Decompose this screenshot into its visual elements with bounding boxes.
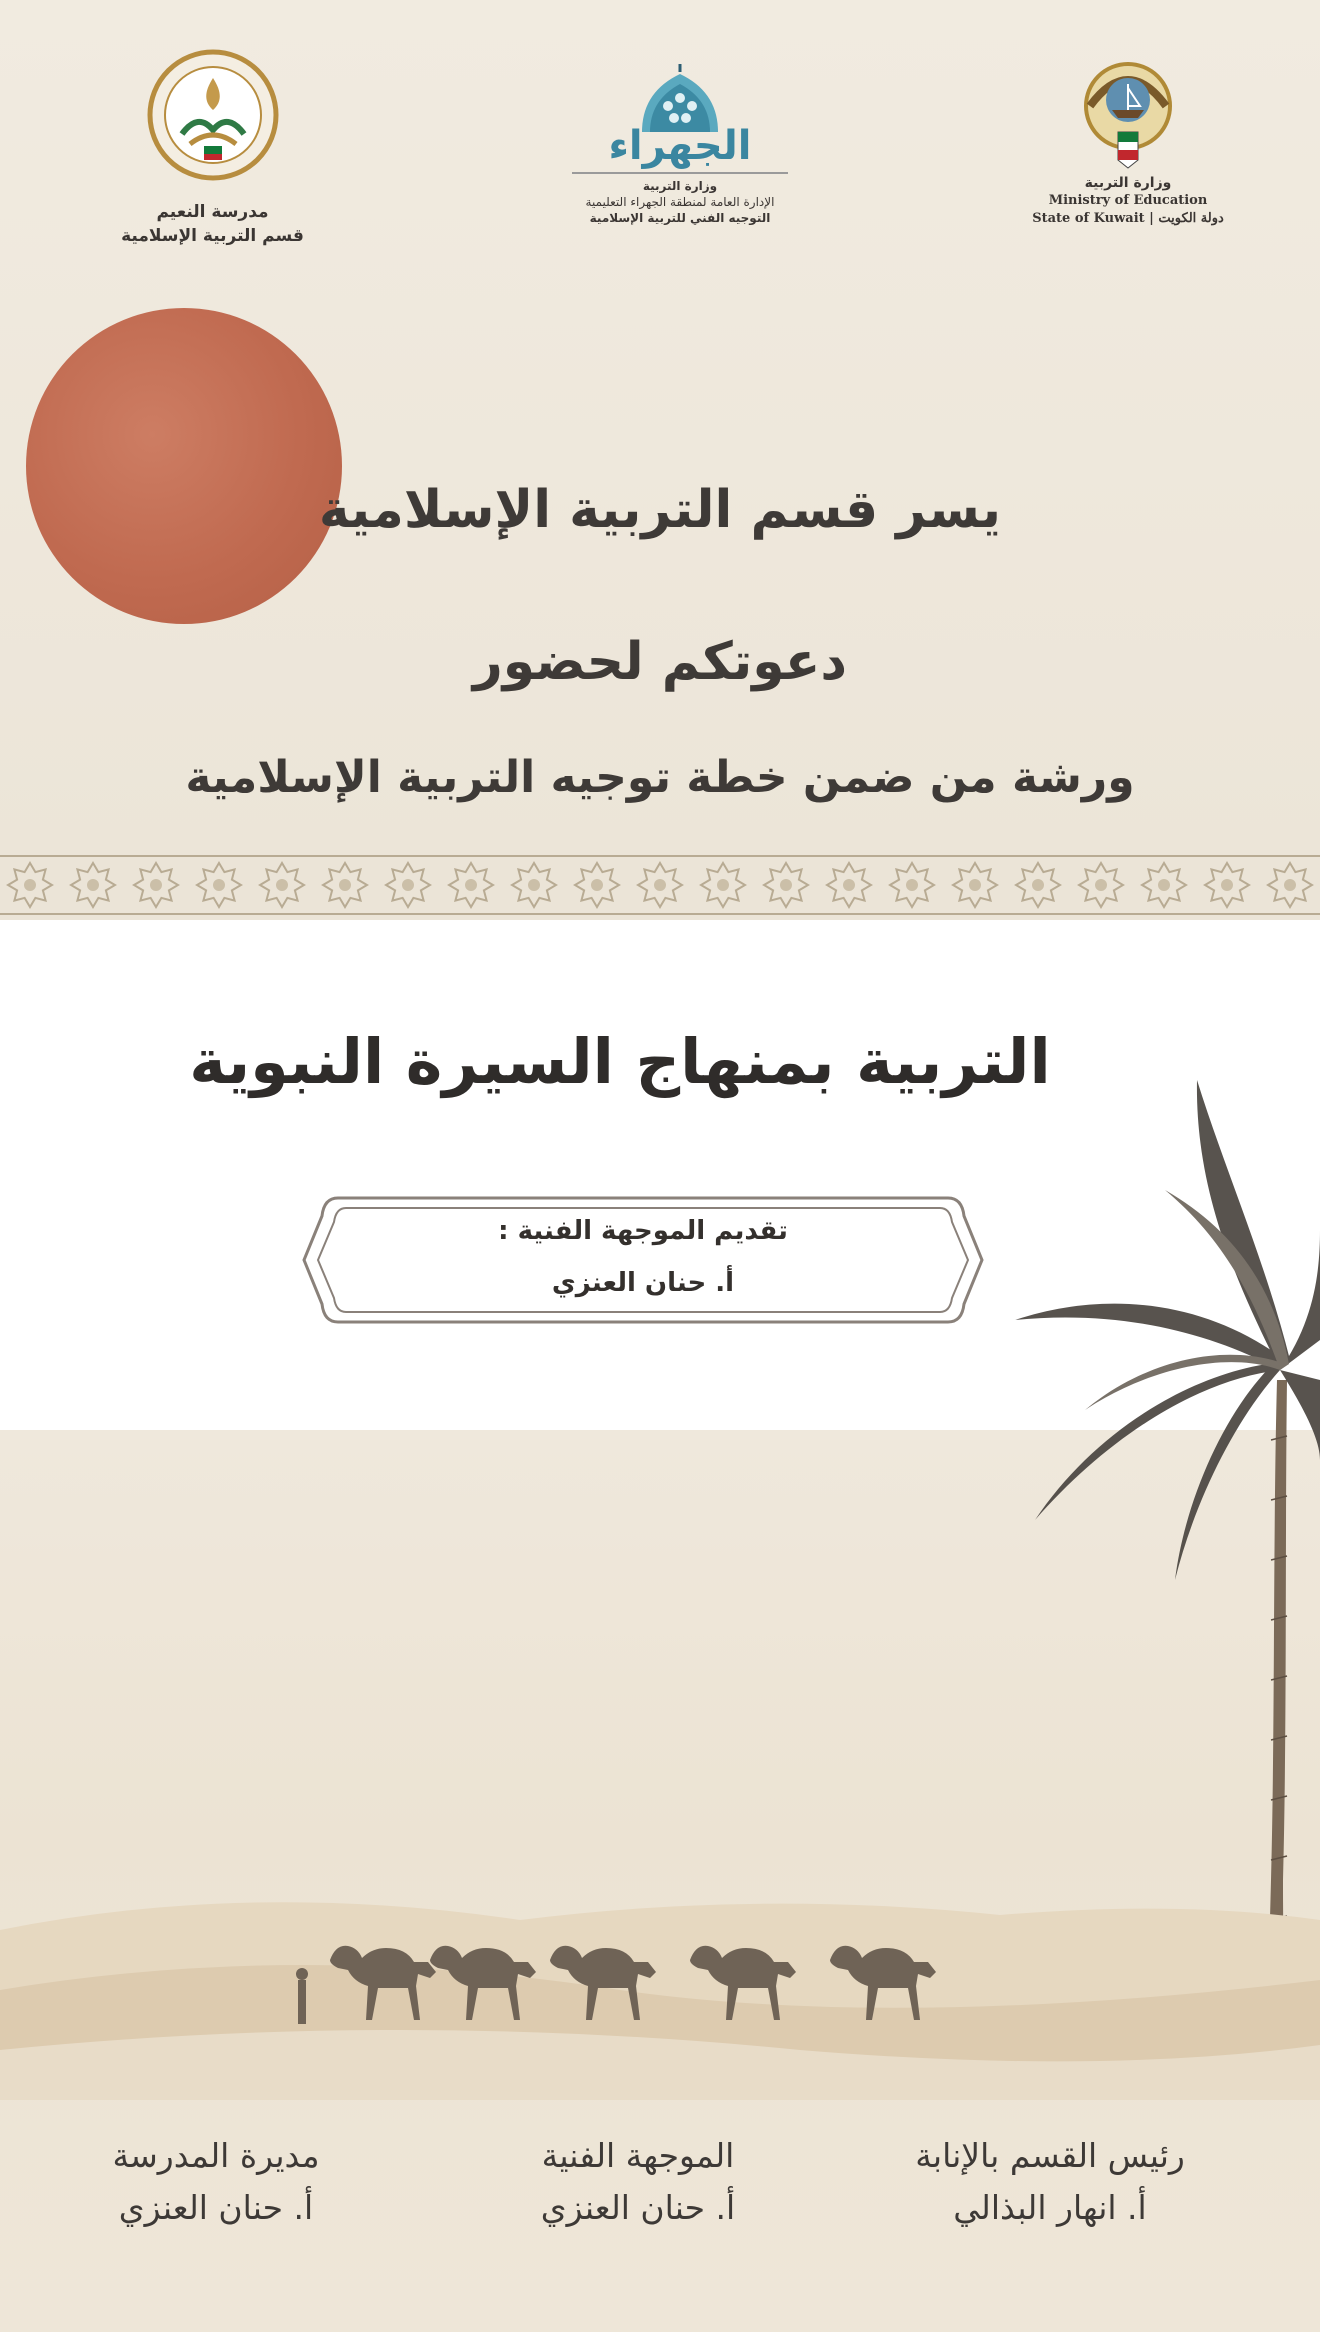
- workshop-title: التربية بمنهاج السيرة النبوية: [189, 1025, 1051, 1098]
- ornament-dot: [150, 879, 162, 891]
- ornament-dot: [1095, 879, 1107, 891]
- sun-circle: [26, 308, 342, 624]
- signature-supervisor: [458, 2130, 818, 2234]
- ornament-dot: [465, 879, 477, 891]
- school-department: قسم التربية الإسلامية: [121, 226, 304, 246]
- signature-name: أ. انهار البذالي: [953, 2188, 1147, 2227]
- presenter-label: تقديم الموجهة الفنية :: [498, 1216, 788, 1246]
- ornament-dot: [717, 879, 729, 891]
- ornament-dot: [906, 879, 918, 891]
- ornament-dot: [969, 879, 981, 891]
- jahra-logo-block: [560, 62, 800, 226]
- ornament-dot: [1284, 879, 1296, 891]
- ministry-caption-state: State of Kuwait | دولة الكويت: [1032, 211, 1224, 226]
- invitation-line3: ورشة من ضمن خطة توجيه التربية الإسلامية: [185, 752, 1135, 803]
- ministry-caption-en: Ministry of Education: [1048, 193, 1208, 208]
- jahra-line3: التوجيه الفني للتربية الإسلامية: [589, 211, 771, 225]
- invitation-line1: يسر قسم التربية الإسلامية: [318, 480, 1002, 540]
- kuwait-emblem-icon: [1078, 60, 1178, 170]
- ornament-dot: [339, 879, 351, 891]
- jahra-line1: وزارة التربية: [642, 179, 718, 193]
- ornament-dot: [843, 879, 855, 891]
- signature-role: مديرة المدرسة: [112, 2136, 320, 2175]
- jahra-line2: الإدارة العامة لمنطقة الجهراء التعليمية: [585, 195, 775, 209]
- jahra-divider: [572, 172, 788, 174]
- signature-role: الموجهة الفنية: [541, 2136, 735, 2175]
- school-seal-icon: [146, 48, 280, 182]
- signature-head-of-department: [870, 2130, 1230, 2234]
- jahra-wordmark: الجهراء: [608, 123, 752, 169]
- ministry-caption-ar: وزارة التربية: [1084, 175, 1172, 191]
- ornament-dot: [1158, 879, 1170, 891]
- school-name: مدرسة النعيم: [156, 202, 269, 222]
- ornament-dot: [213, 879, 225, 891]
- desert-caravan-illustration: [0, 1860, 1320, 2100]
- ornament-dot: [1221, 879, 1233, 891]
- ornament-dot: [1032, 879, 1044, 891]
- ornament-dot: [591, 879, 603, 891]
- ministry-logo-block: [1028, 60, 1228, 228]
- ornament-dot: [276, 879, 288, 891]
- signature-name: أ. حنان العنزي: [118, 2188, 314, 2227]
- signature-name: أ. حنان العنزي: [540, 2188, 736, 2227]
- ornament-dot: [24, 879, 36, 891]
- presenter-frame: [298, 1190, 988, 1330]
- ornament-dot: [654, 879, 666, 891]
- school-logo-block: [110, 48, 315, 248]
- ornament-dot: [87, 879, 99, 891]
- presenter-name: أ. حنان العنزي: [551, 1268, 735, 1298]
- ornament-dot: [780, 879, 792, 891]
- signature-principal: [36, 2130, 396, 2234]
- signature-role: رئيس القسم بالإنابة: [915, 2136, 1185, 2175]
- invitation-line2: دعوتكم لحضور: [472, 632, 848, 692]
- presenter-frame-border: [298, 1190, 988, 1330]
- ornament-dot: [528, 879, 540, 891]
- ornament-dot: [402, 879, 414, 891]
- ornament-band: [0, 850, 1320, 920]
